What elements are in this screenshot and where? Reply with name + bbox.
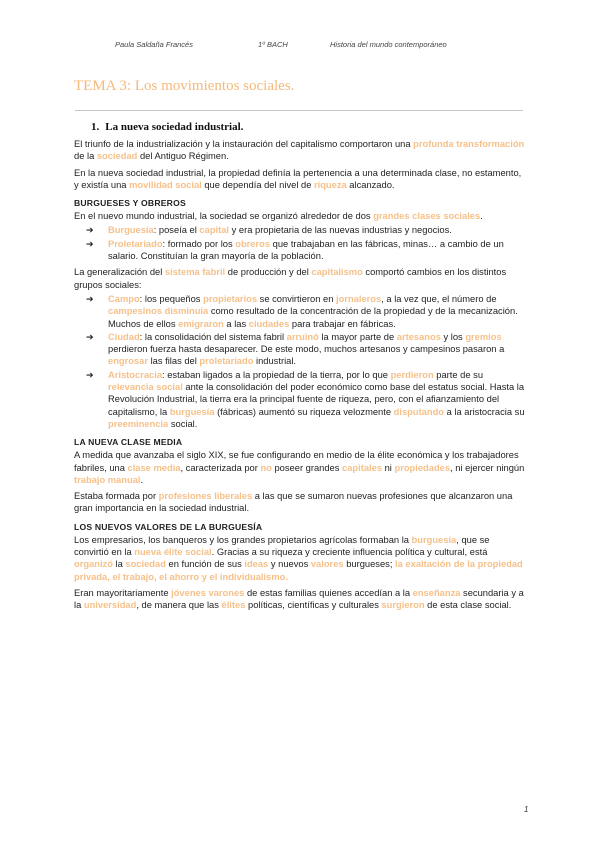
arrow-right-icon: ➔	[86, 331, 94, 342]
paragraph-valores: Los empresarios, los banqueros y los grandes propietarios agrícolas formaban la burguesía, que se convirtió en la nueva élite social. Gracias a su riqueza y creciente influencia política y cultural, está organizó la sociedad en función de sus ideas y nuevos valores burgueses; la exaltación de la propiedad privada, el trabajo, el ahorro y el individualismo.	[74, 534, 523, 582]
paragraph-property: En la nueva sociedad industrial, la propiedad definía la pertenencia a una determinada clase, no estamento, y existía una movilidad social que dependía del nivel de riqueza alcanzado.	[74, 167, 522, 190]
paragraph-fabril: La generalización del sistema fabril de producción y del capitalismo comportó cambios en los distintos grupos sociales:	[74, 267, 507, 290]
document-title: TEMA 3: Los movimientos sociales.	[74, 78, 295, 94]
list-item-campo: ➔ Campo: los pequeños propietarios se convirtieron en jornaleros, a la vez que, el número de campesinos disminuía como resultado de la concentración de la propiedad y de la mecanización. Muchos de ellos emigraron a las ciudades para trabajar en fábricas.	[86, 293, 518, 329]
arrow-right-icon: ➔	[86, 293, 94, 304]
heading-burgueses-obreros: BURGUESES Y OBREROS	[74, 198, 186, 209]
page-number: 1	[524, 805, 529, 814]
document-body	[74, 120, 526, 616]
header-course: 1º BACH	[258, 40, 288, 49]
header-author: Paula Saldaña Francés	[115, 40, 193, 49]
paragraph-intro: El triunfo de la industrialización y la instauración del capitalismo comportaron una profunda transformación de la sociedad del Antiguo Régimen.	[74, 139, 525, 162]
list-item-aristocracia: ➔ Aristocracia: estaban ligados a la propiedad de la tierra, por lo que perdieron parte de su relevancia social ante la consolidación del poder económico como base del estatus social. Hasta la Revolución Industrial, la tierra era la principal fuente de riqueza, pero, con el afianzamiento del capitalismo, la burguesía (fábricas) aumentó su riqueza velozmente disputando a la aristocracia su preeminencia social.	[86, 369, 525, 429]
title-divider	[75, 110, 523, 111]
list-item-ciudad: ➔ Ciudad: la consolidación del sistema fabril arruinó la mayor parte de artesanos y los gremios perdieron fuerza hasta desaparecer. De este modo, muchos artesanos y campesinos pasaron a engrosar las filas del proletariado industrial.	[86, 331, 505, 367]
paragraph-profesiones: Estaba formada por profesiones liberales a las que se sumaron nuevas profesiones que alcanzaron una gran importancia en la sociedad industrial.	[74, 491, 513, 514]
heading-valores-burguesia: LOS NUEVOS VALORES DE LA BURGUESÍA	[74, 521, 263, 532]
social-groups-list	[74, 293, 526, 430]
paragraph-clase-media: A medida que avanzaba el siglo XIX, se fue configurando en medio de la élite económica y los trabajadores fabriles, una clase media, caracterizada por no poseer grandes capitales ni propiedades, ni ejercer ningún trabajo manual.	[74, 450, 525, 485]
highlight: riqueza	[313, 179, 347, 190]
paragraph-classes: En el nuevo mundo industrial, la sociedad se organizó alrededor de dos grandes clases sociales.	[74, 211, 483, 222]
list-item-burguesia: ➔ Burguesía: poseía el capital y era propietaria de las nuevas industrias y negocios.	[86, 225, 452, 236]
arrow-right-icon: ➔	[86, 238, 94, 249]
highlight: sociedad	[96, 151, 138, 162]
header-subject: Historia del mundo contemporáneo	[330, 40, 447, 49]
section-number: 1.	[91, 121, 100, 133]
section-title-text: La nueva sociedad industrial.	[105, 121, 244, 133]
list-item-proletariado: ➔ Proletariado: formado por los obreros que trabajaban en las fábricas, minas… a cambio de un salario. Constituían la gran mayoría de la población.	[86, 238, 504, 262]
highlight: profunda transformación	[413, 139, 525, 149]
section-title	[91, 120, 526, 134]
arrow-right-icon: ➔	[86, 369, 94, 380]
classes-list	[74, 224, 526, 262]
arrow-right-icon: ➔	[86, 225, 94, 236]
highlight: movilidad social	[129, 179, 202, 190]
heading-clase-media: LA NUEVA CLASE MEDIA	[74, 437, 183, 448]
paragraph-elites: Eran mayoritariamente jóvenes varones de estas familias quienes accedían a la enseñanza secundaria y a la universidad, de manera que las élites políticas, científicas y culturales surgieron de esta clase social.	[74, 587, 524, 611]
highlight: grandes clases sociales	[373, 211, 481, 222]
